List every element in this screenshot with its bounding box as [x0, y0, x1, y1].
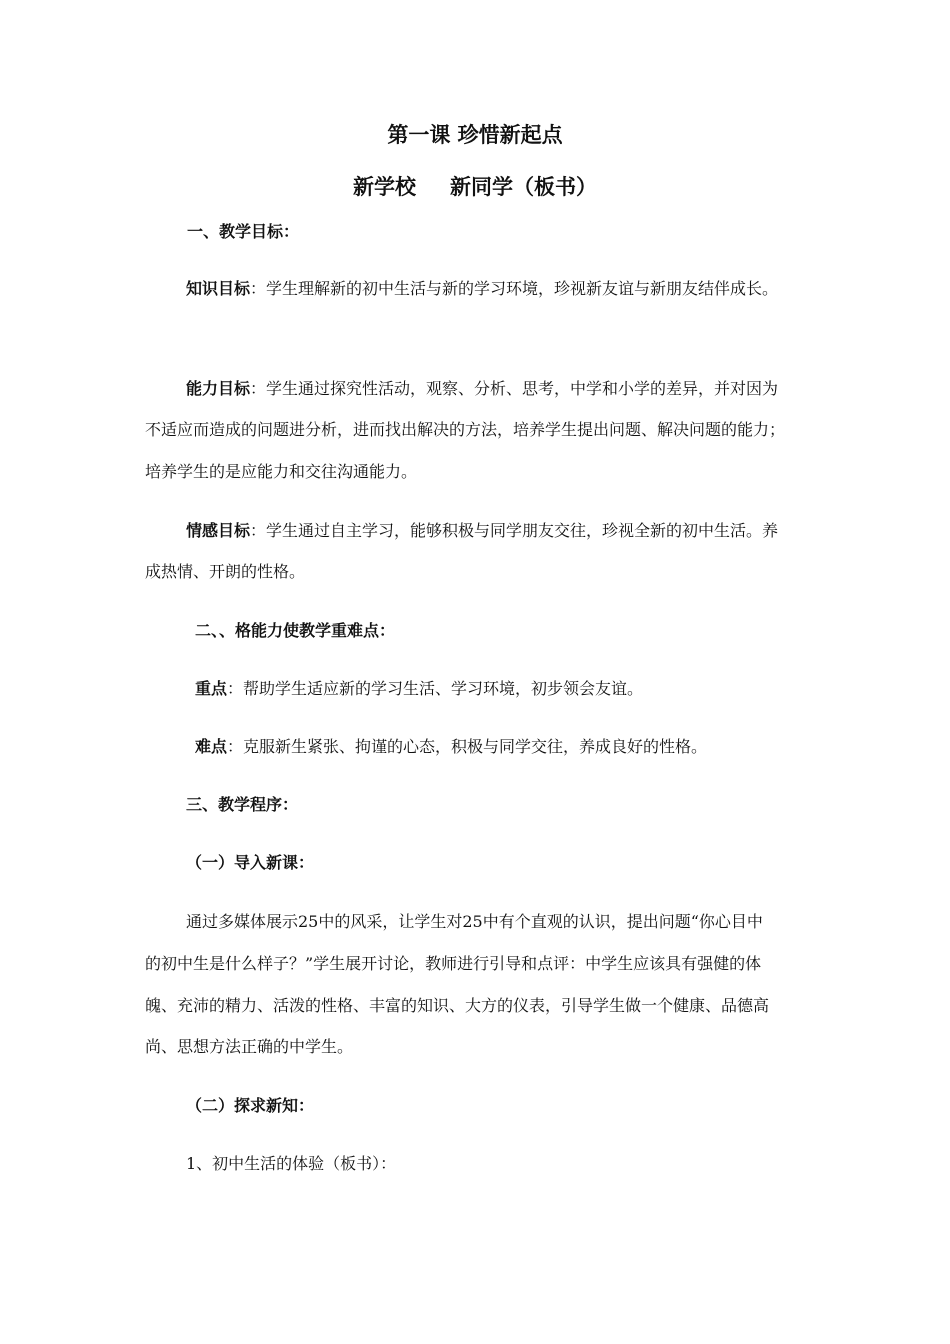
knowledge-text: ：学生理解新的初中生活与新的学习环境，珍视新友谊与新朋友结伴成长。	[250, 279, 779, 298]
section3-heading: 三、教学程序：	[186, 795, 299, 814]
key-label: 重点	[195, 679, 228, 698]
key-point	[195, 679, 860, 699]
subtitle-left: 新学校	[353, 174, 416, 199]
ability-label: 能力目标	[186, 379, 251, 398]
section1-heading: 一、教学目标：	[187, 222, 300, 241]
intro-line1: 通过多媒体展示25中的风采，让学生对25中有个直观的认识，提出问题“你心目中	[186, 912, 763, 931]
key-text: ：帮助学生适应新的学习生活、学习环境，初步领会友谊。	[227, 679, 644, 698]
ability-text: ：学生通过探究性活动，观察、分析、思考，中学和小学的差异，并对因为	[250, 379, 779, 398]
intro-line2: 的初中生是什么样子？”学生展开讨论，教师进行引导和点评：中学生应该具有强健的体	[145, 954, 762, 973]
ability-goal-line3: 培养学生的是应能力和交往沟通能力。	[145, 462, 418, 481]
ability-goal-line1	[186, 379, 851, 399]
emotion-text: ：学生通过自主学习，能够积极与同学朋友交往，珍视全新的初中生活。养	[250, 521, 779, 540]
difficult-point	[195, 737, 860, 757]
intro-line4: 尚、思想方法正确的中学生。	[145, 1037, 354, 1056]
subtitle-right: 新同学（板书）	[450, 174, 597, 199]
intro-line3: 魄、充沛的精力、活泼的性格、丰富的知识、大方的仪表，引导学生做一个健康、品德高	[145, 996, 770, 1015]
emotion-goal-line1	[186, 521, 851, 541]
difficult-label: 难点	[195, 737, 228, 756]
lesson-subtitle	[0, 174, 950, 200]
lesson-title: 第一课 珍惜新起点	[387, 122, 563, 147]
knowledge-label: 知识目标	[186, 279, 251, 298]
section2-heading: 二、、格能力使教学重难点：	[195, 621, 396, 640]
emotion-label: 情感目标	[186, 521, 251, 540]
difficult-text: ：克服新生紧张、拘谨的心态，积极与同学交往，养成良好的性格。	[227, 737, 708, 756]
sub2-heading: （二）探求新知：	[186, 1096, 315, 1115]
list-item-1: 1、初中生活的体验（板书）：	[186, 1154, 397, 1173]
ability-goal-line2: 不适应而造成的问题进分析，进而找出解决的方法，培养学生提出问题、解决问题的能力；	[145, 420, 786, 439]
knowledge-goal	[186, 279, 851, 299]
emotion-goal-line2: 成热情、开朗的性格。	[145, 562, 306, 581]
sub1-heading: （一）导入新课：	[186, 853, 315, 872]
